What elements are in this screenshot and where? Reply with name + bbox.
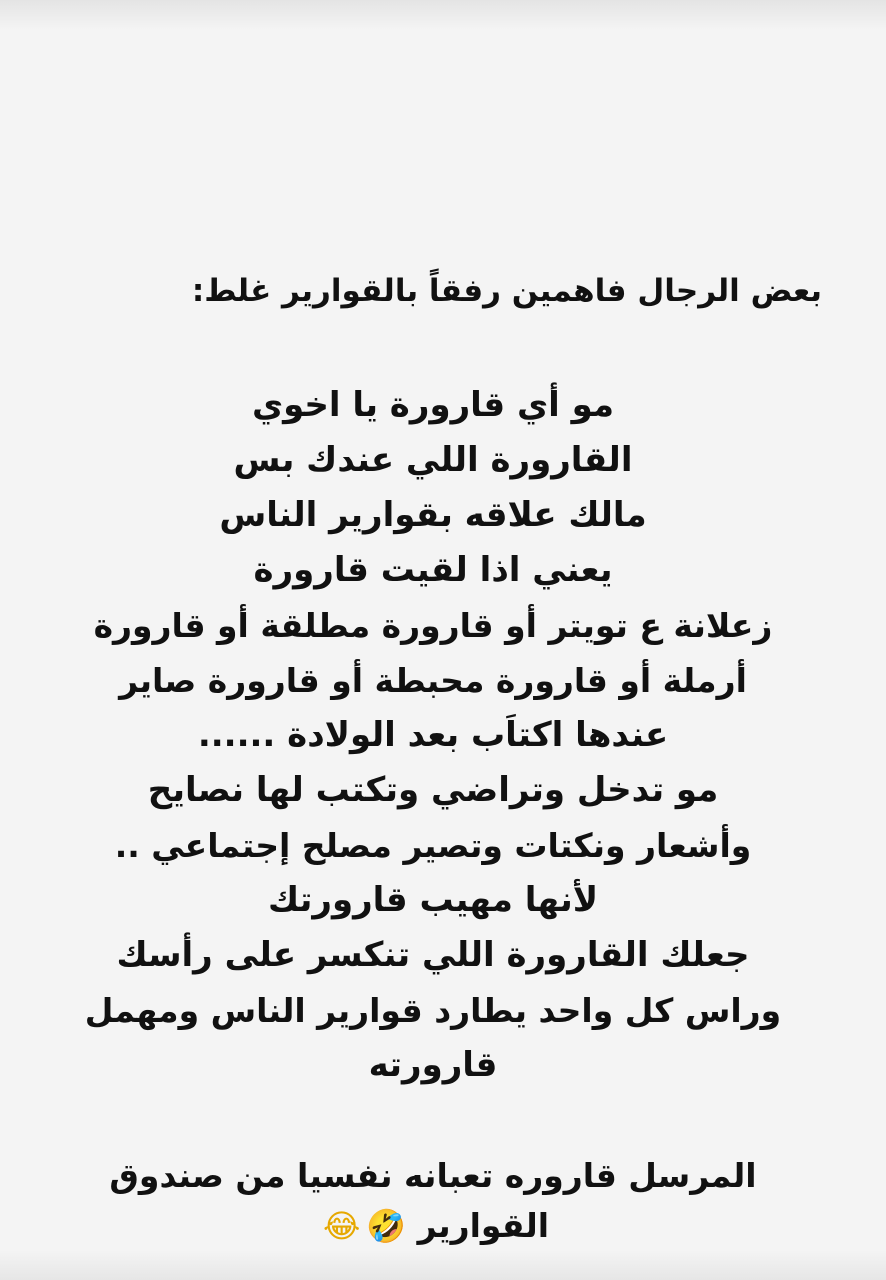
post-line-11: جعلك القارورة اللي تنكسر على رأسك	[116, 935, 750, 975]
post-line-1: مو أي قارورة يا اخوي	[251, 385, 615, 425]
post-line-5: زعلانة ع تويتر أو قارورة مطلقة أو قارورة	[93, 606, 773, 645]
blank-line	[40, 1093, 826, 1151]
post-heading: بعض الرجال فاهمين رفقاً بالقوارير غلط:	[191, 273, 822, 309]
post-line-12: وراس كل واحد يطارد قوارير الناس ومهمل	[84, 991, 782, 1030]
post-line-3: مالك علاقه بقوارير الناس	[219, 495, 647, 535]
post-line-9: وأشعار ونكتات وتصير مصلح إجتماعي ..	[114, 826, 752, 865]
text-post	[40, 262, 826, 1251]
post-line-13: قارورته	[368, 1045, 498, 1085]
post-line-10: لأنها مهيب قارورتك	[267, 880, 599, 920]
post-line-6: أرملة أو قارورة محبطة أو قارورة صاير	[119, 661, 747, 700]
signature-line-1: المرسل قاروره تعبانه نفسيا من صندوق	[109, 1156, 757, 1195]
post-line-2: القارورة اللي عندك بس	[233, 440, 633, 480]
rolling-on-floor-laughing-icon: 🤣	[366, 1207, 407, 1245]
post-line-7: عندها اكتاَب بعد الولادة ......	[197, 715, 669, 755]
signature-line-2-text: القوارير	[417, 1206, 550, 1245]
tears-of-joy-icon: 😂	[322, 1207, 361, 1245]
blank-line	[40, 320, 826, 378]
post-line-8: مو تدخل وتراضي وتكتب لها نصايح	[147, 770, 719, 810]
bottom-shade	[0, 1250, 886, 1280]
post-line-4: يعني اذا لقيت قارورة	[253, 550, 613, 590]
top-shade	[0, 0, 886, 30]
signature-line-2	[40, 1201, 826, 1251]
